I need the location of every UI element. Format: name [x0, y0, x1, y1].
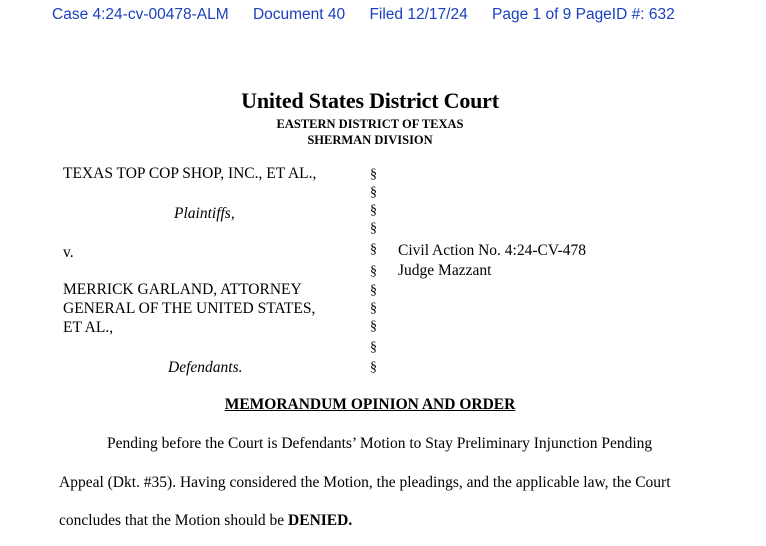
- section-symbol: §: [370, 360, 377, 375]
- section-symbol: §: [370, 340, 377, 355]
- memo-title: MEMORANDUM OPINION AND ORDER: [224, 396, 516, 413]
- defendant-line-1: MERRICK GARLAND, ATTORNEY: [63, 281, 302, 298]
- court-division: SHERMAN DIVISION: [307, 133, 433, 147]
- court-title: United States District Court: [241, 88, 499, 113]
- section-symbol: §: [370, 167, 377, 182]
- document-number: Document 40: [252, 6, 346, 23]
- versus: v.: [63, 244, 74, 261]
- section-symbol: §: [370, 319, 377, 334]
- section-symbol: §: [370, 264, 377, 279]
- plaintiff-name: TEXAS TOP COP SHOP, INC., ET AL.,: [63, 165, 317, 182]
- section-symbol: §: [370, 185, 377, 200]
- ruling-denied: DENIED: [288, 512, 349, 529]
- plaintiff-role: Plaintiffs,: [174, 205, 235, 222]
- filed-date: Filed 12/17/24: [369, 6, 468, 23]
- defendant-line-3: ET AL.,: [63, 319, 114, 336]
- civil-action-number: Civil Action No. 4:24-CV-478: [398, 242, 587, 259]
- judge-name: Judge Mazzant: [398, 262, 492, 279]
- section-symbol: §: [370, 203, 377, 218]
- ruling-period: .: [348, 512, 353, 529]
- section-symbol: §: [370, 283, 377, 298]
- section-symbol: §: [370, 301, 377, 316]
- filing-header: [52, 6, 695, 24]
- section-symbol: §: [370, 221, 377, 236]
- body-line-1: Pending before the Court is Defendants’ Motion to Stay Preliminary Injunction Pending: [107, 435, 653, 452]
- defendant-line-2: GENERAL OF THE UNITED STATES,: [63, 300, 316, 317]
- case-number: Case 4:24-cv-00478-ALM: [52, 6, 229, 23]
- section-symbol: §: [370, 242, 377, 257]
- court-district: EASTERN DISTRICT OF TEXAS: [276, 117, 464, 131]
- defendant-role: Defendants.: [168, 359, 243, 376]
- page-id: Page 1 of 9 PageID #: 632: [492, 6, 675, 23]
- body-line-3-text: concludes that the Motion should be: [59, 512, 289, 529]
- body-line-2: Appeal (Dkt. #35). Having considered the Motion, the pleadings, and the applicable law, the Court: [59, 474, 671, 491]
- body-line-3: [59, 512, 352, 530]
